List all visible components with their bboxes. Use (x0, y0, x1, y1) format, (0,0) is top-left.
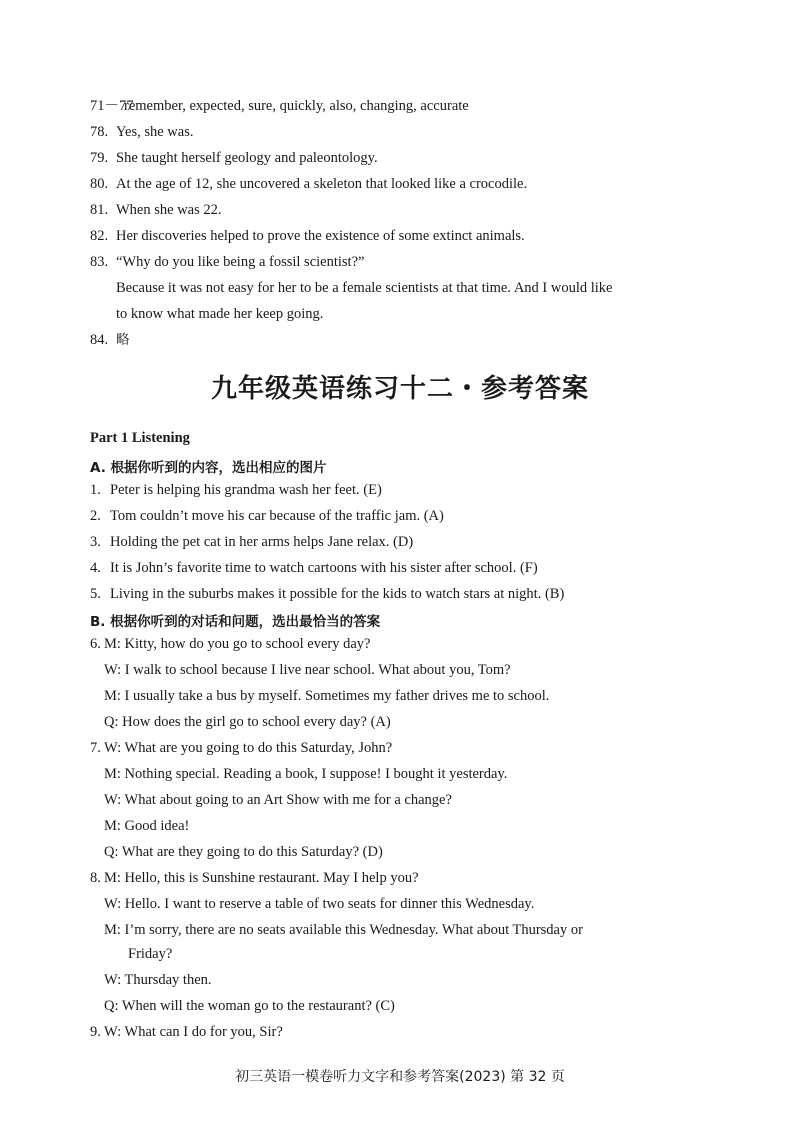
answer-83: 83. “Why do you like being a fossil scientist?” (90, 254, 365, 270)
answer-81: 81. When she was 22. (90, 202, 222, 218)
answer-84: 84. 略 (90, 332, 130, 348)
dialogue-line: 6. M: Kitty, how do you go to school every day? (90, 636, 371, 652)
dialogue-line: Q: When will the woman go to the restaurant? (C) (104, 998, 395, 1014)
page-title: 九年级英语练习十二・参考答案 (210, 374, 589, 404)
dialogue-line: 7. W: What are you going to do this Saturday, John? (90, 740, 393, 756)
section-b-heading: B. 根据你听到的对话和问题，选出最恰当的答案 (90, 614, 381, 630)
dialogue-line: W: I walk to school because I live near school. What about you, Tom? (104, 662, 511, 678)
answer-71-77: 71－77remember, expected, sure, quickly, also, changing, accurate (90, 98, 469, 114)
dialogue-line: W: Hello. I want to reserve a table of two seats for dinner this Wednesday. (104, 896, 535, 912)
dialogue-line: M: Nothing special. Reading a book, I suppose! I bought it yesterday. (104, 766, 508, 782)
answer-83-line-3: to know what made her keep going. (116, 306, 324, 322)
section-a-heading: A. 根据你听到的内容，选出相应的图片 (90, 460, 327, 476)
dialogue-line: Friday? (128, 946, 173, 962)
dialogue-line: 8. M: Hello, this is Sunshine restaurant. May I help you? (90, 870, 419, 886)
answer-79: 79. She taught herself geology and paleontology. (90, 150, 378, 166)
dialogue-line: M: I’m sorry, there are no seats available this Wednesday. What about Thursday or (104, 922, 583, 938)
page-footer: 初三英语一模卷听力文字和参考答案(2023) 第 32 页 (235, 1069, 565, 1085)
listening-item-1: 1. Peter is helping his grandma wash her feet. (E) (90, 482, 382, 498)
dialogue-line: W: What about going to an Art Show with me for a change? (104, 792, 452, 808)
answer-83-line-2: Because it was not easy for her to be a female scientists at that time. And I would like (116, 280, 613, 296)
dialogue-line: W: Thursday then. (104, 972, 212, 988)
listening-item-2: 2. Tom couldn’t move his car because of the traffic jam. (A) (90, 508, 444, 524)
answer-80: 80. At the age of 12, she uncovered a skeleton that looked like a crocodile. (90, 176, 528, 192)
answer-78: 78. Yes, she was. (90, 124, 194, 140)
listening-item-3: 3. Holding the pet cat in her arms helps Jane relax. (D) (90, 534, 414, 550)
dialogue-line: 9. W: What can I do for you, Sir? (90, 1024, 283, 1040)
dialogue-line: Q: What are they going to do this Saturday? (D) (104, 844, 383, 860)
dialogue-line: M: I usually take a bus by myself. Sometimes my father drives me to school. (104, 688, 550, 704)
listening-item-4: 4. It is John’s favorite time to watch cartoons with his sister after school. (F) (90, 560, 538, 576)
dialogue-line: Q: How does the girl go to school every day? (A) (104, 714, 391, 730)
dialogue-line: M: Good idea! (104, 818, 190, 834)
listening-item-5: 5. Living in the suburbs makes it possible for the kids to watch stars at night. (B) (90, 586, 565, 602)
part1-heading: Part 1 Listening (90, 430, 190, 446)
answer-82: 82. Her discoveries helped to prove the existence of some extinct animals. (90, 228, 525, 244)
